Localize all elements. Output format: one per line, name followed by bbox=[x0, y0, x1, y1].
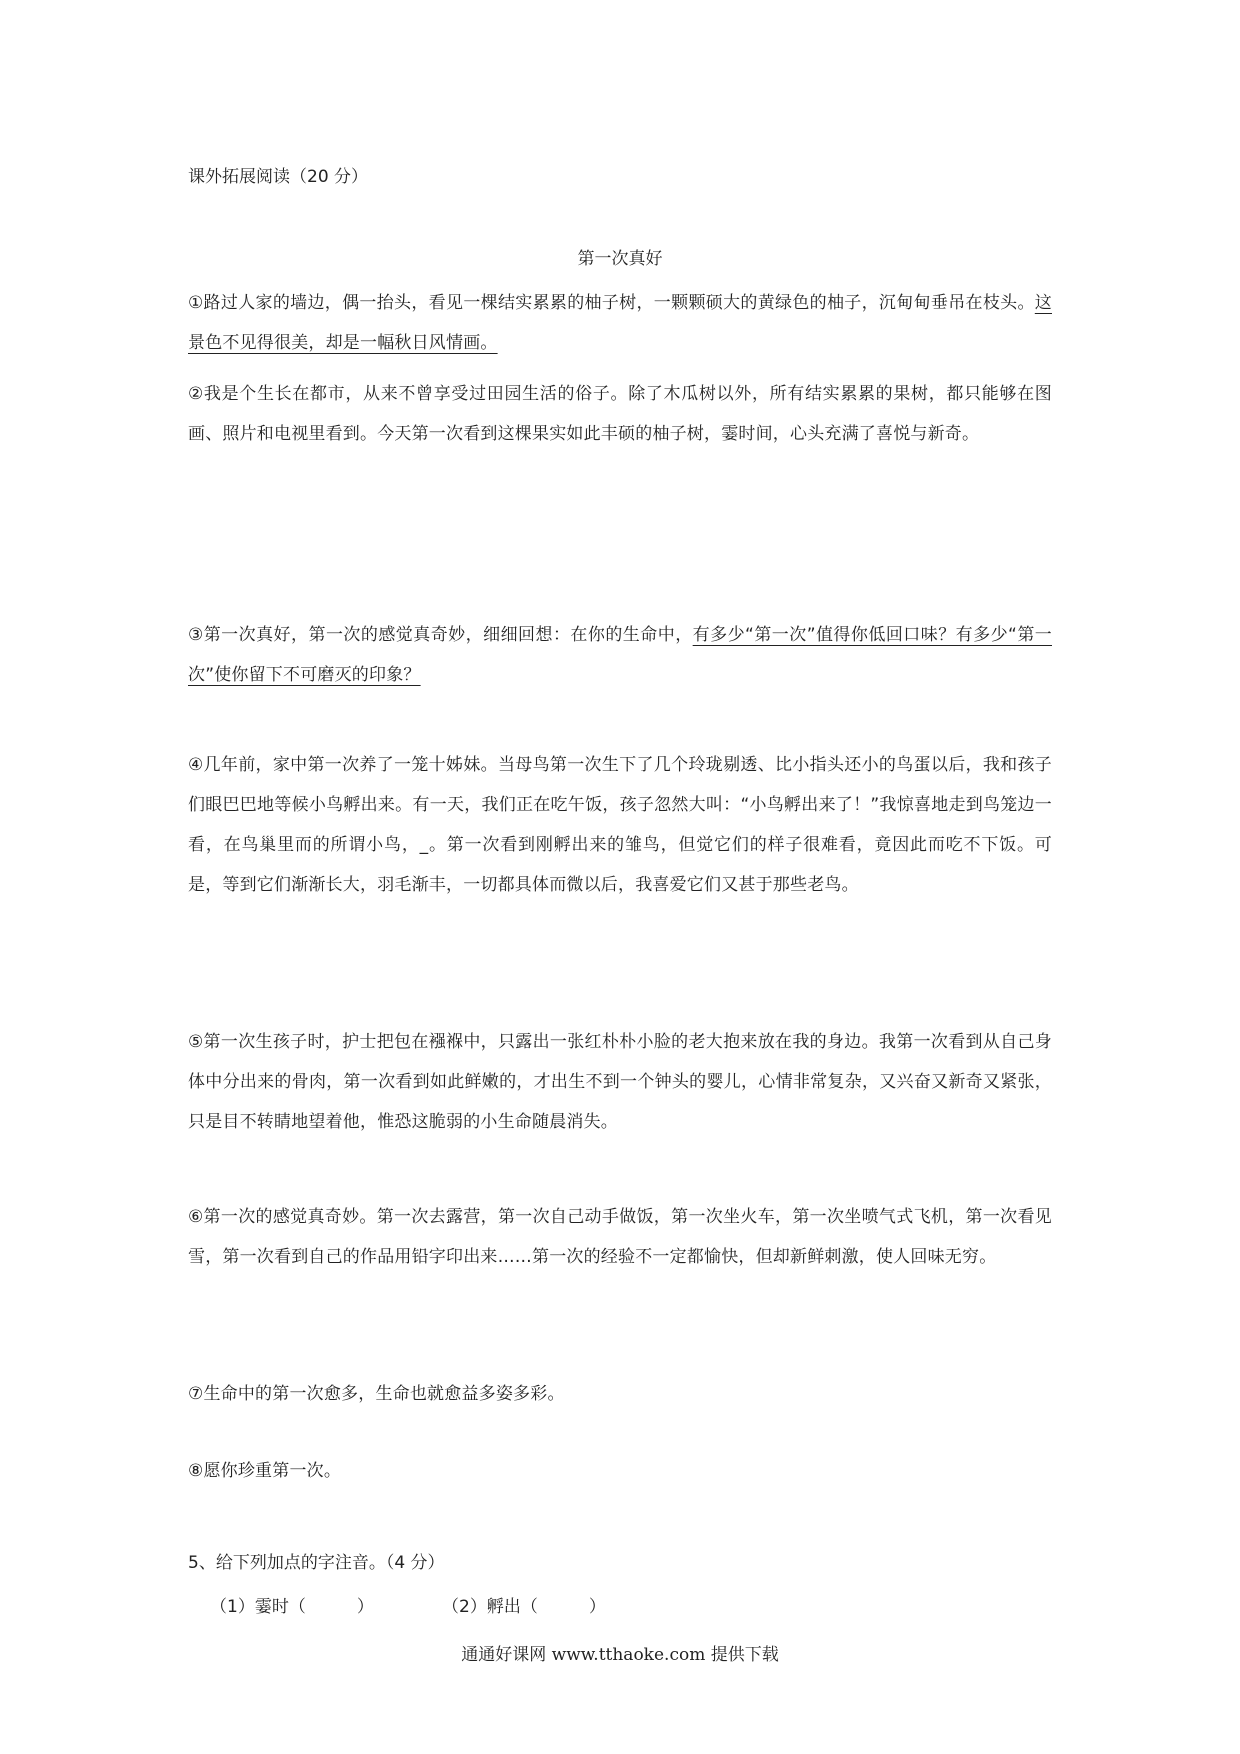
paragraph-4-text: ④几年前，家中第一次养了一笼十姊妹。当母鸟第一次生下了几个玲珑剔透、比小指头还小的鸟蛋以后，我和孩子们眼巴巴地等候小鸟孵出来。有一天，我们正在吃午饭，孩子忽然大叫：“小鸟孵出来了！”我惊喜地走到鸟笼边一看，在鸟巢里而的所谓小鸟， bbox=[188, 755, 1052, 855]
paragraph-1 bbox=[188, 283, 1052, 363]
paragraph-8: ⑧愿你珍重第一次。 bbox=[188, 1461, 342, 1481]
paragraph-4 bbox=[188, 745, 1052, 905]
question-title: 5、给下列加点的字注音。（4 分） bbox=[188, 1553, 445, 1573]
paragraph-3 bbox=[188, 615, 1052, 695]
paragraph-5: ⑤第一次生孩子时，护士把包在襁褓中，只露出一张红朴朴小脸的老大抱来放在我的身边。我第一次看到从自己身体中分出来的骨肉，第一次看到如此鲜嫩的，才出生不到一个钟头的婴儿，心情非常复杂，又兴奋又新奇又紧张，只是目不转睛地望着他，惟恐这脆弱的小生命随晨消失。 bbox=[188, 1032, 1052, 1132]
paragraph-7: ⑦生命中的第一次愈多，生命也就愈益多姿多彩。 bbox=[188, 1384, 565, 1404]
paragraph-3-underlined: 有多少“第一次”值得你低回口味？有多少“第一次”使你留下不可磨灭的印象？ bbox=[188, 625, 1052, 685]
paragraph-3-text: ③第一次真好，第一次的感觉真奇妙，细细回想：在你的生命中， bbox=[188, 625, 693, 645]
paragraph-2: ②我是个生长在都市，从来不曾享受过田园生活的俗子。除了木瓜树以外，所有结实累累的果树，都只能够在图画、照片和电视里看到。今天第一次看到这棵果实如此丰硕的柚子树，霎时间，心头充满了喜悦与新奇。 bbox=[188, 384, 1052, 444]
question-item-2: （2）孵出（ ） bbox=[442, 1597, 606, 1617]
article-title: 第一次真好 bbox=[577, 249, 663, 269]
paragraph-1-text: ①路过人家的墙边，偶一抬头，看见一棵结实累累的柚子树，一颗颗硕大的黄绿色的柚子，沉甸甸垂吊在枝头。 bbox=[188, 293, 1035, 313]
page-footer: 通通好课网 www.tthaoke.com 提供下载 bbox=[461, 1645, 779, 1665]
question-item-1: （1）霎时（ ） bbox=[210, 1597, 374, 1617]
paragraph-4-text-cont: 。第一次看到刚孵出来的雏鸟，但觉它们的样子很难看，竟因此而吃不下饭。可是，等到它们渐渐长大，羽毛渐丰，一切都具体而微以后，我喜爱它们又甚于那些老鸟。 bbox=[188, 835, 1052, 895]
paragraph-6: ⑥第一次的感觉真奇妙。第一次去露营，第一次自己动手做饭，第一次坐火车，第一次坐喷气式飞机，第一次看见雪，第一次看到自己的作品用铅字印出来……第一次的经验不一定都愉快，但却新鲜刺激，使人回味无穷。 bbox=[188, 1207, 1052, 1267]
section-header: 课外拓展阅读（20 分） bbox=[188, 167, 369, 187]
paragraph-4-blank: _ bbox=[419, 835, 429, 855]
paragraph-1-underlined: 这景色不见得很美，却是一幅秋日风情画。 bbox=[188, 293, 1052, 353]
